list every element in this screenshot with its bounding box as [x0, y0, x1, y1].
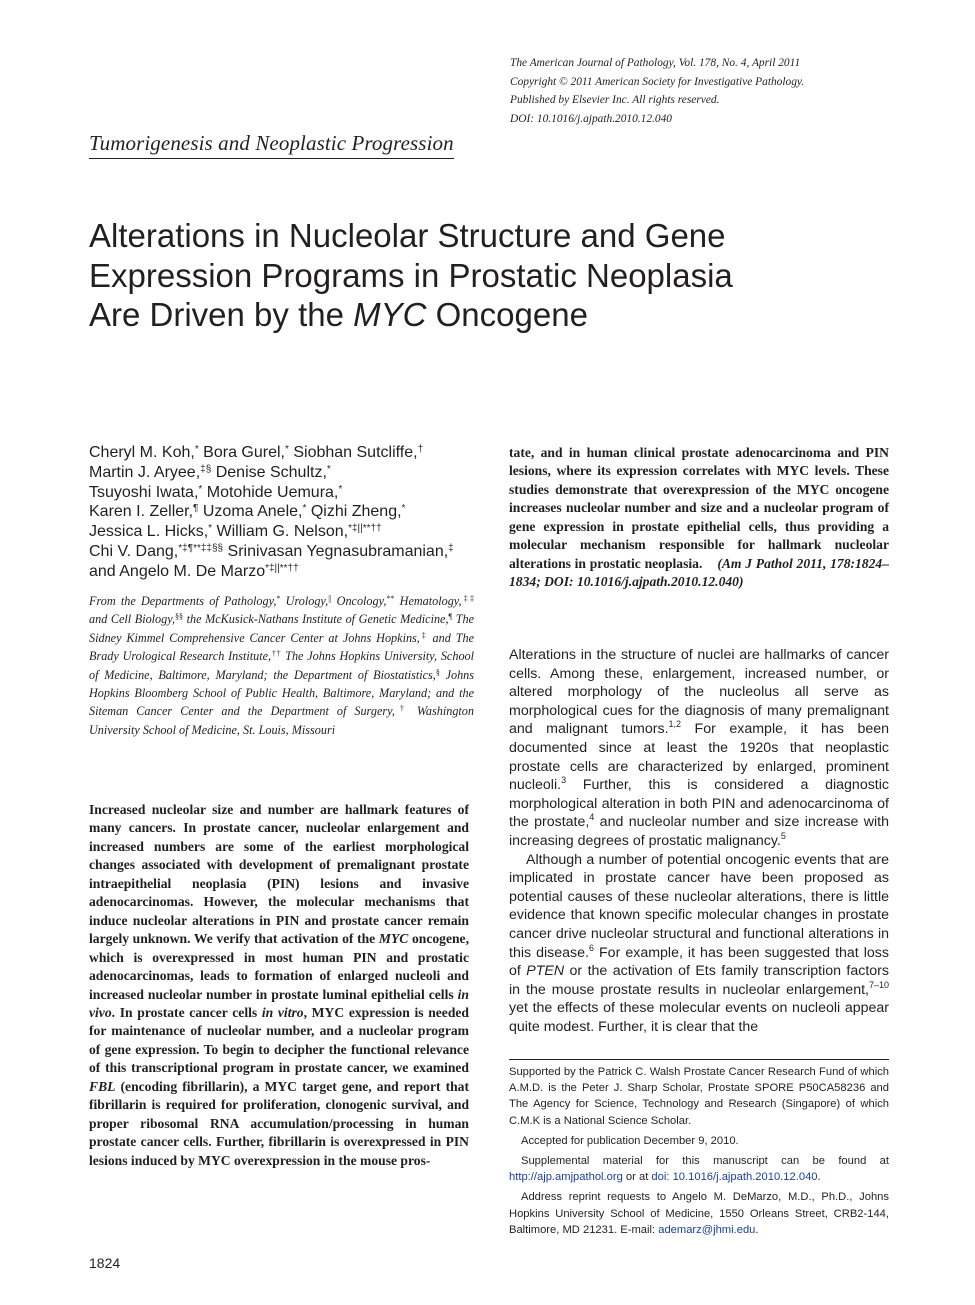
citation-reference: 1,2	[668, 719, 682, 730]
copyright-notice: Copyright © 2011 American Society for Investigative Pathology.	[510, 75, 805, 88]
author-name: Jessica L. Hicks,	[89, 523, 209, 541]
affiliation-marker: *	[284, 444, 289, 455]
author-name: Qizhi Zheng,	[306, 503, 402, 521]
italic-term: in vivo	[89, 986, 469, 1020]
supplemental-text: or at	[622, 1171, 652, 1184]
affiliation-text: and Cell Biology,	[89, 612, 176, 627]
affiliation-marker: ‡	[419, 630, 428, 640]
author-name: Tsuyoshi Iwata,	[89, 483, 199, 501]
text-run: Further, this is considered a diagnostic morphological alteration in both PIN and adenocarcinoma of the prostate,	[509, 777, 889, 831]
author-line	[89, 443, 479, 463]
author-name: Karen I. Zeller,	[89, 503, 194, 521]
author-name: Srinivasan Yegnasubramanian,	[223, 542, 449, 560]
italic-term: FBL	[89, 1078, 116, 1094]
affiliation-marker: **	[386, 594, 395, 603]
journal-citation: The American Journal of Pathology, Vol. 178, No. 4, April 2011	[510, 57, 801, 69]
footnote-divider	[509, 1059, 889, 1060]
reprint-note	[509, 1189, 889, 1238]
author-line	[89, 522, 479, 542]
author-line	[89, 502, 479, 522]
body-paragraph	[509, 851, 889, 1037]
text-run: For example, it has been documented since at least the 1920s that neoplastic prostate cells are characterized by enlarged, prominent nucleoli.	[509, 721, 890, 794]
citation-reference: 5	[780, 830, 786, 841]
affiliation-marker: ‡§	[200, 463, 212, 475]
email-link[interactable]: ademarz@jhmi.edu	[658, 1223, 756, 1236]
italic-term: in vitro	[261, 1004, 304, 1020]
affiliation-marker: §§	[175, 612, 184, 622]
text-run: Although a number of potential oncogenic events that are implicated in prostate cancer have been proposed as potential causes of these nucleolar alterations, there is little evidence that known specific molecular changes in prostate cancer drive nucleolar structural and functional alterations in this disease.	[509, 851, 889, 961]
affiliation-marker: ‡	[448, 542, 454, 554]
affiliation-marker: *	[194, 444, 199, 455]
funding-note: Supported by the Patrick C. Walsh Prostate Cancer Research Fund of which A.M.D. is the Peter J. Sharp Scholar, Prostate SPORE P50CA58236 and The Agency for Science, Technology and Research (Singapore) of which C.M.K is a National Science Scholar.	[509, 1066, 889, 1127]
author-name: Denise Schultz,	[211, 463, 327, 481]
italic-term: PTEN	[526, 963, 565, 980]
footnotes	[509, 1064, 889, 1242]
title-gene-name: MYC	[353, 296, 427, 333]
author-name: Motohide Uemura,	[202, 483, 339, 501]
supplemental-note	[509, 1153, 889, 1185]
text-run: , MYC expression is needed for maintenance of nucleolar number, and a nucleolar program of gene expression. To begin to decipher the functional relevance of this transcriptional program in prostate cancer, we examined	[89, 1004, 469, 1076]
affiliation-marker: *	[302, 503, 307, 515]
author-name: Martin J. Aryee,	[89, 463, 201, 481]
text-run: oncogene, which is overexpressed in most human PIN and prostatic adenocarcinomas, leads to formation of enlarged nucleoli and increased nucleolar number in prostate luminal epithelial cells	[89, 931, 469, 1002]
abstract-part-2	[509, 444, 889, 592]
page-number: 1824	[89, 1255, 121, 1271]
journal-doi: DOI: 10.1016/j.ajpath.2010.12.040	[510, 112, 672, 125]
supplemental-text: .	[817, 1171, 821, 1184]
affiliation-text: The Johns Hopkins University, School of Medicine, Baltimore, Maryland; the Department of Biostatistics,	[89, 649, 475, 682]
affiliation-text: From the Departments of Pathology,	[89, 594, 277, 608]
title-line: Alterations in Nucleolar Structure and Gene	[89, 217, 726, 254]
author-name: Uzoma Anele,	[198, 503, 303, 521]
citation-reference: 6	[588, 942, 594, 953]
supplemental-link[interactable]: http://ajp.amjpathol.org	[509, 1171, 623, 1184]
author-line	[89, 542, 479, 562]
author-name: Siobhan Sutcliffe,	[288, 444, 418, 461]
affiliations	[89, 592, 474, 739]
affiliation-text: Johns Hopkins Bloomberg School of Public Health, Baltimore, Maryland; and the Siteman Cancer Center and the Department of Surgery,	[89, 667, 474, 719]
affiliation-text: the McKusick-Nathans Institute of Genetic Medicine,	[183, 612, 449, 627]
affiliation-marker: †	[417, 444, 424, 455]
text-run: Increased nucleolar size and number are hallmark features of many cancers. In prostate cancer, nucleolar enlargement and increased numbers are some of the earliest morphological changes associated with development of premalignant prostate intraepithelial neoplasia (PIN) lesions and invasive adenocarcinomas. However, the molecular mechanisms that induce nucleolar alterations in PIN and prostate cancer remain largely unknown. We verify that activation of the	[89, 802, 469, 947]
affiliation-marker: †	[394, 704, 409, 714]
text-run: or the activation of Ets family transcription factors in the mouse prostate results in nucleolar enlargement,	[509, 963, 889, 998]
affiliation-marker: ¶	[193, 503, 199, 515]
author-name: William G. Nelson,	[212, 523, 349, 541]
affiliation-marker: *‡¶**‡‡§§	[178, 542, 224, 554]
title-line: Oncogene	[426, 296, 588, 333]
affiliation-marker: *	[326, 463, 331, 475]
reprint-text: .	[755, 1223, 759, 1236]
section-heading: Tumorigenesis and Neoplastic Progression	[89, 131, 454, 159]
author-name: Chi V. Dang,	[89, 542, 179, 560]
abstract-text: tate, and in human clinical prostate adenocarcinoma and PIN lesions, where its expression correlates with MYC levels. These studies demonstrate that overexpression of the MYC oncogene increases nucleolar number and size and a nucleolar program of gene expression in prostate epithelial cells, thus providing a molecular mechanism responsible for hallmark nucleolar alterations in prostatic neoplasia.	[509, 445, 889, 571]
text-run: . In prostate cancer cells	[111, 1004, 262, 1020]
affiliation-text: Oncology,	[331, 594, 387, 608]
author-line	[89, 483, 479, 503]
affiliation-marker: *‡||**††	[348, 523, 382, 535]
accepted-date: Accepted for publication December 9, 2010.	[521, 1134, 739, 1147]
abstract-citation: (Am J Pathol 2011, 178:1824–1834; DOI: 10.1016/j.ajpath.2010.12.040)	[509, 555, 889, 590]
citation-reference: 3	[561, 775, 567, 786]
affiliation-marker: *	[276, 594, 281, 603]
affiliation-text: and The Brady Urological Research Institute,	[89, 630, 474, 664]
affiliation-marker: *	[401, 503, 406, 515]
affiliation-marker: *	[338, 483, 343, 495]
author-name: and Angelo M. De Marzo	[89, 562, 266, 580]
title-line: Expression Programs in Prostatic Neoplasia	[89, 256, 733, 294]
journal-metadata	[510, 54, 910, 128]
text-run: and nucleolar number and size increase with increasing degrees of prostatic malignancy.	[509, 814, 889, 849]
affiliation-text: Hematology,	[394, 594, 462, 608]
author-line	[89, 562, 479, 582]
author-list	[89, 443, 479, 582]
affiliation-text: The Sidney Kimmel Comprehensive Cancer Center at Johns Hopkins,	[89, 612, 474, 645]
affiliation-marker: ‡‡	[461, 594, 474, 603]
text-run: (encoding fibrillarin), a MYC target gene, and report that fibrillarin is required for proliferation, clonogenic survival, and proper ribosomal RNA accumulation/processing in human prostate cancer cells. Further, fibrillarin is overexpressed in PIN lesions induced by MYC overexpression in the mouse pros-	[89, 1078, 469, 1168]
citation-reference: 7–10	[868, 979, 889, 990]
doi-link[interactable]: doi: 10.1016/j.ajpath.2010.12.040	[651, 1171, 818, 1184]
author-name: Cheryl M. Koh,	[89, 444, 195, 461]
body-paragraph	[509, 646, 889, 851]
affiliation-marker: §	[435, 667, 440, 677]
affiliation-text: Washington University School of Medicine, St. Louis, Missouri	[89, 704, 474, 737]
affiliation-marker: *	[208, 523, 213, 535]
author-name: Bora Gurel,	[198, 444, 285, 461]
author-line	[89, 463, 479, 483]
affiliation-marker: *‡||**††	[265, 562, 299, 574]
abstract-part-1	[89, 801, 469, 1170]
text-run: yet the effects of these molecular events on nucleoli appear quite modest. Further, it is clear that the	[509, 1000, 889, 1035]
supplemental-text: Supplemental material for this manuscript can be found at	[521, 1155, 889, 1168]
affiliation-marker: *	[198, 483, 203, 495]
publisher-notice: Published by Elsevier Inc. All rights reserved.	[510, 94, 720, 107]
text-run: For example, it has been suggested that loss of	[509, 944, 889, 980]
title-line: Are Driven by the	[89, 296, 354, 333]
affiliation-marker: ||	[328, 594, 332, 603]
article-title	[89, 216, 849, 335]
body-text	[509, 646, 889, 1036]
reprint-text: Address reprint requests to Angelo M. DeMarzo, M.D., Ph.D., Johns Hopkins University School of Medicine, 1550 Orleans Street, CRB2-144, Baltimore, MD 21231. E-mail:	[509, 1191, 889, 1236]
italic-term: MYC	[378, 931, 409, 947]
affiliation-marker: ¶	[448, 612, 453, 622]
affiliation-marker: ††	[271, 649, 282, 659]
text-run: Alterations in the structure of nuclei are hallmarks of cancer cells. Among these, enlargement, increased number, or altered morphology of the nucleolus all serve as morphological cues for the diagnosis of many premalignant and malignant tumors.	[509, 647, 889, 738]
affiliation-text: Urology,	[280, 594, 329, 608]
citation-reference: 4	[589, 812, 595, 823]
